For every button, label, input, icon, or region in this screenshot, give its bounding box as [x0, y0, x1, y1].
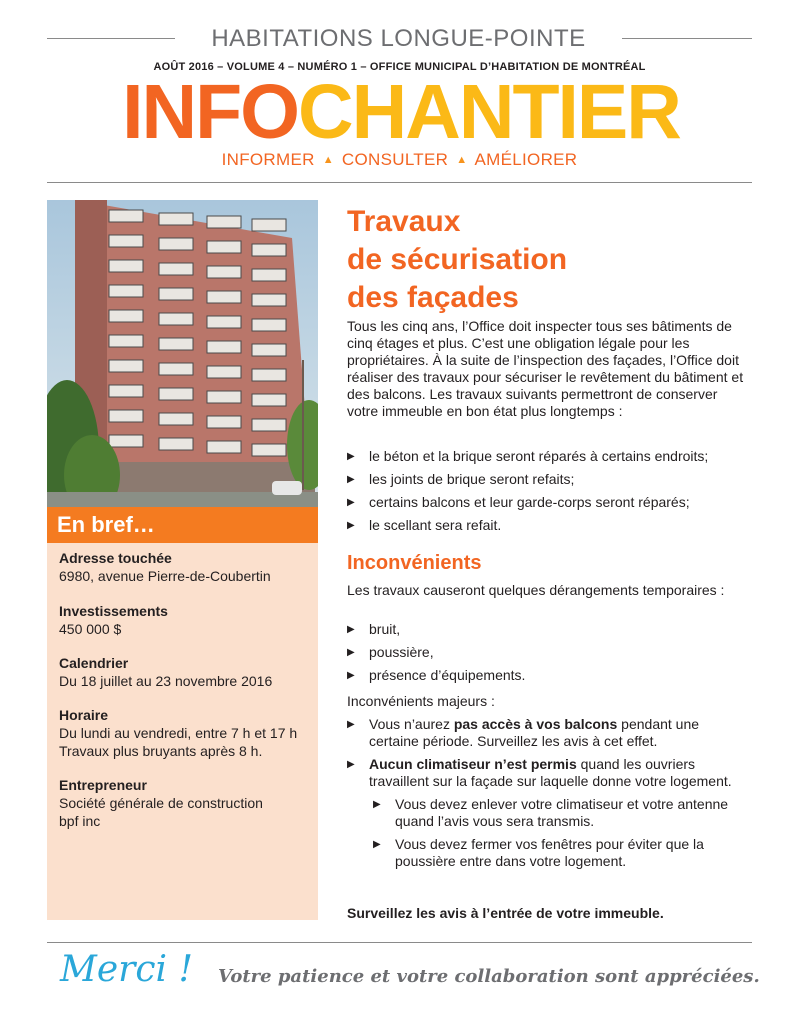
balcony — [207, 391, 241, 403]
balcony — [207, 441, 241, 453]
header-divider — [47, 182, 752, 183]
balcony — [252, 369, 286, 381]
sub-list-item: ▶ Vous devez fermer vos fenêtres pour éviter que la poussière entre dans votre logement. — [373, 836, 752, 870]
inconvenients-intro: Les travaux causeront quelques dérangements temporaires : — [347, 582, 725, 598]
balcony — [109, 310, 143, 322]
balcony — [207, 416, 241, 428]
article-title-line: Travaux — [347, 205, 461, 238]
balcony — [207, 316, 241, 328]
sidebar-label: Adresse touchée — [59, 550, 172, 566]
works-list — [347, 448, 752, 540]
sidebar-block-schedule — [59, 706, 314, 760]
list-item: ▶ le scellant sera refait. — [347, 517, 752, 534]
list-item: ▶ le béton et la brique seront réparés à certains endroits; — [347, 448, 752, 465]
list-item-air-conditioner — [347, 756, 752, 870]
header-rule-right — [622, 38, 752, 39]
article-intro: Tous les cinq ans, l’Office doit inspecter tous ses bâtiments de cinq étages et plus. C’est une obligation légale pour les propriétaires. À la suite de l’inspection des façades, l’Office doit réaliser des travaux pour sécuriser le revêtement du bâtiment et des balcons. Les travaux suivants permettront de conserver votre immeuble en bon état plus longtemps : — [347, 318, 744, 419]
balcony — [159, 338, 193, 350]
footer-divider — [47, 942, 752, 943]
list-item: ▶ bruit, — [347, 621, 752, 638]
sidebar-block-calendar — [59, 654, 314, 690]
sidebar-value: 6980, avenue Pierre-de-Coubertin — [59, 568, 271, 584]
balcony — [207, 266, 241, 278]
sidebar-value: 450 000 $ — [59, 621, 122, 637]
list-item-balcony — [347, 716, 752, 750]
sidebar-value: bpf inc — [59, 813, 101, 829]
issue-line: AOÛT 2016 – VOLUME 4 – NUMÉRO 1 – OFFICE MUNICIPAL D’HABITATION DE MONTRÉAL — [153, 61, 646, 73]
balcony — [159, 413, 193, 425]
balcony — [159, 238, 193, 250]
major-inconvenients-label: Inconvénients majeurs : — [347, 693, 495, 709]
balcony — [252, 344, 286, 356]
masthead-info: INFO — [122, 69, 299, 155]
list-item: ▶ présence d’équipements. — [347, 667, 752, 684]
sidebar-label: Investissements — [59, 603, 168, 619]
inconvenients-title: Inconvénients — [347, 552, 482, 574]
article-title-line: des façades — [347, 281, 519, 314]
text: pendant une certaine période. Surveillez les avis à cet effet. — [369, 716, 700, 749]
merci-signature: Merci ! — [60, 949, 193, 990]
sidebar-value: Du lundi au vendredi, entre 7 h et 17 h — [59, 725, 298, 741]
building-photo — [47, 200, 318, 507]
tagline-ameliorer: AMÉLIORER — [474, 150, 578, 169]
balcony — [159, 288, 193, 300]
balcony — [207, 216, 241, 228]
balcony — [109, 360, 143, 372]
masthead-chantier: CHANTIER — [298, 69, 680, 155]
closing-note: Surveillez les avis à l’entrée de votre immeuble. — [347, 905, 664, 921]
balcony — [109, 385, 143, 397]
bold-text: pas accès à vos balcons — [453, 716, 618, 732]
header-rule-left — [47, 38, 175, 39]
balcony — [252, 244, 286, 256]
balcony — [207, 241, 241, 253]
sub-list-item: ▶ Vous devez enlever votre climatiseur et votre antenne quand l’avis vous sera transmis. — [373, 796, 752, 830]
balcony — [207, 341, 241, 353]
triangle-icon: ▲ — [322, 154, 334, 166]
balcony — [252, 444, 286, 456]
sidebar-block-contractor — [59, 776, 314, 830]
balcony — [207, 291, 241, 303]
balcony — [109, 260, 143, 272]
bold-text: Aucun climatiseur n’est permis — [369, 756, 577, 772]
balcony — [252, 269, 286, 281]
building-illustration — [47, 200, 318, 507]
tagline-informer: INFORMER — [221, 150, 315, 169]
balcony — [109, 335, 143, 347]
balcony — [252, 394, 286, 406]
org-name: HABITATIONS LONGUE-POINTE — [211, 25, 586, 52]
sidebar-block-investment — [59, 602, 314, 638]
major-inconvenients-list — [347, 716, 752, 876]
balcony — [109, 210, 143, 222]
inconvenients-list — [347, 621, 752, 690]
list-item: ▶ certains balcons et leur garde-corps seront réparés; — [347, 494, 752, 511]
sidebar-value: Travaux plus bruyants après 8 h. — [59, 743, 263, 759]
balcony — [109, 435, 143, 447]
balcony — [252, 419, 286, 431]
balcony — [252, 294, 286, 306]
sidebar-value: Société générale de construction — [59, 795, 263, 811]
article-title-line: de sécurisation — [347, 243, 568, 276]
balcony — [159, 388, 193, 400]
balcony — [109, 410, 143, 422]
balcony — [159, 313, 193, 325]
sidebar-en-bref — [47, 507, 318, 920]
masthead — [45, 69, 757, 155]
sidebar-label: Calendrier — [59, 655, 129, 671]
tagline-consulter: CONSULTER — [341, 150, 449, 169]
balcony — [252, 219, 286, 231]
thanks-message: Votre patience et votre collaboration sont appréciées. — [218, 966, 760, 987]
balcony — [159, 363, 193, 375]
sub-list — [373, 796, 752, 870]
balcony — [109, 235, 143, 247]
sidebar-block-address — [59, 549, 314, 585]
sidebar-label: Horaire — [59, 707, 109, 723]
balcony — [159, 263, 193, 275]
text: Vous n’aurez — [369, 716, 454, 732]
article-title — [347, 203, 752, 317]
balcony — [252, 319, 286, 331]
list-item: ▶ poussière, — [347, 644, 752, 661]
tagline — [47, 150, 752, 170]
sidebar-label: Entrepreneur — [59, 777, 147, 793]
balcony — [159, 438, 193, 450]
sidebar-title: En bref… — [47, 507, 318, 543]
text: quand les ouvriers travaillent sur la façade sur laquelle donne votre logement. — [369, 756, 732, 789]
balcony — [159, 213, 193, 225]
triangle-icon: ▲ — [456, 154, 468, 166]
list-item: ▶ les joints de brique seront refaits; — [347, 471, 752, 488]
balcony — [207, 366, 241, 378]
sidebar-value: Du 18 juillet au 23 novembre 2016 — [59, 673, 273, 689]
balcony — [109, 285, 143, 297]
